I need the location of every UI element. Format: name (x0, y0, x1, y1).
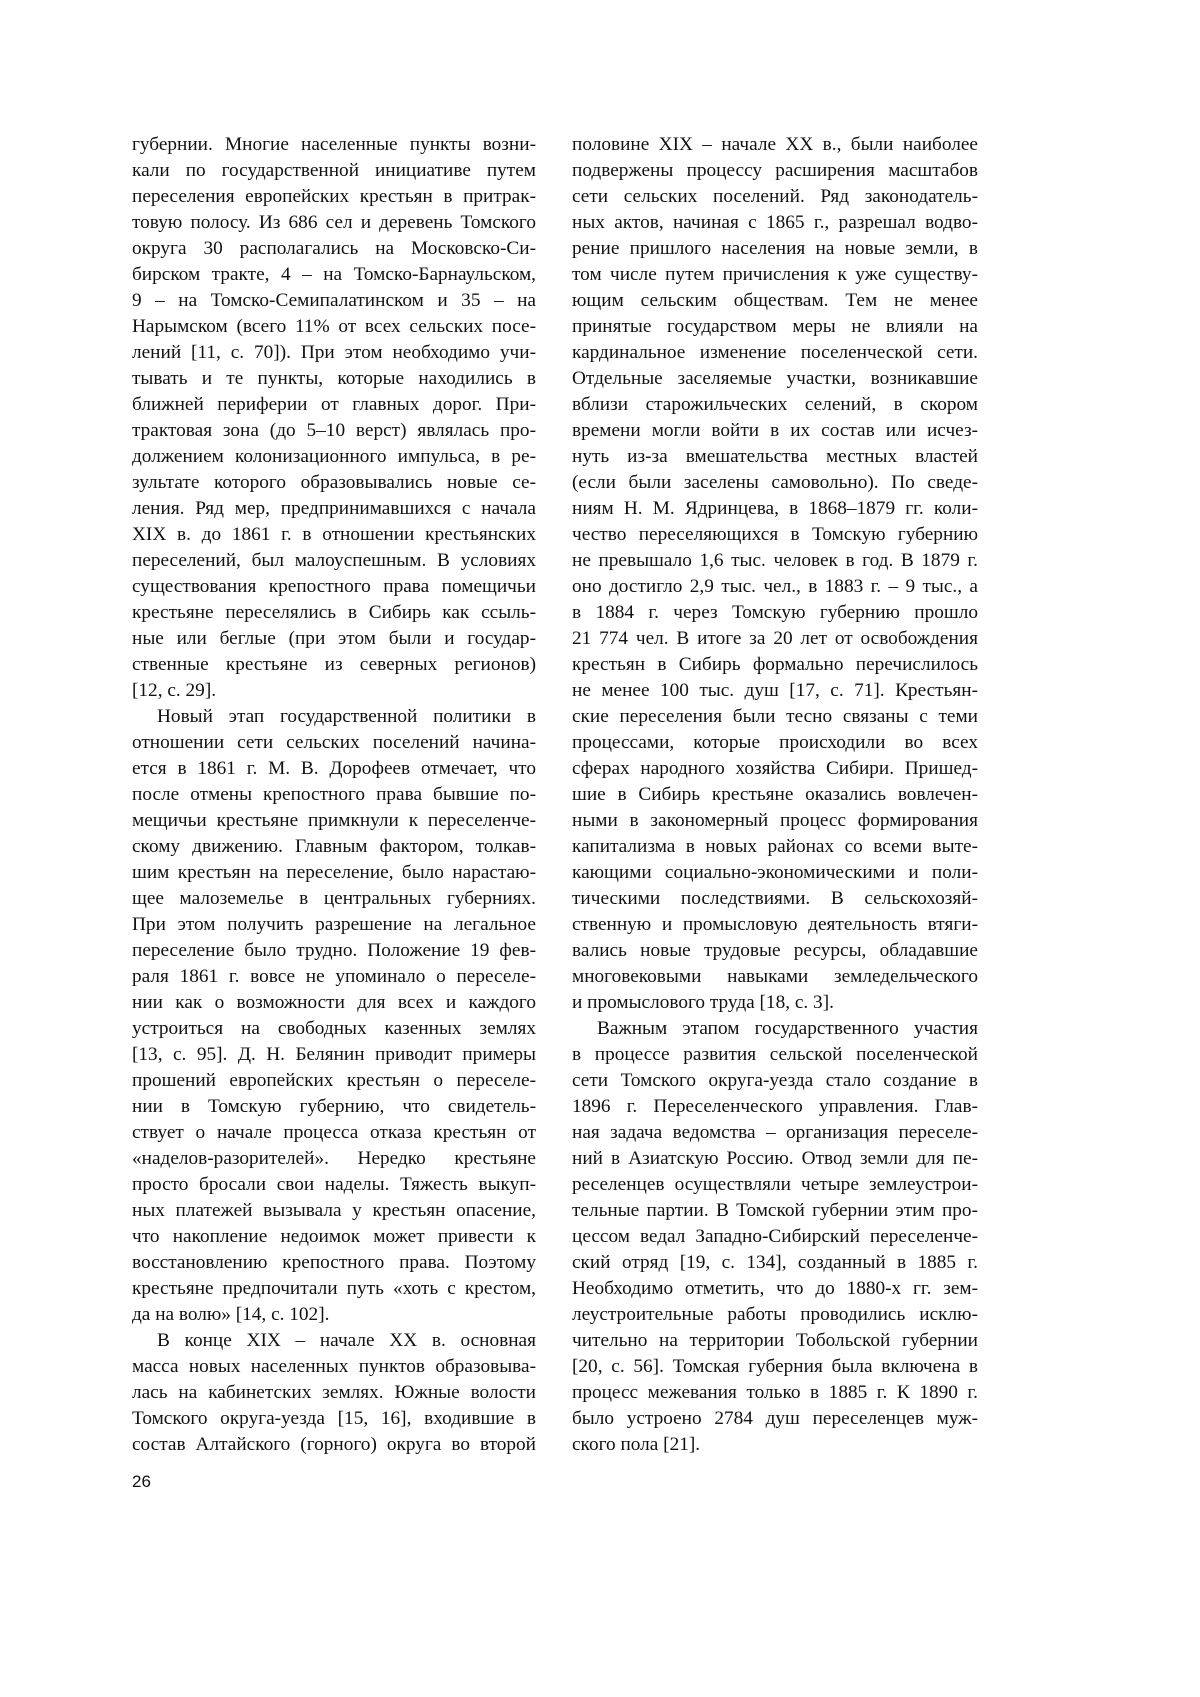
text-line: XIX в. до 1861 г. в отношении крестьянских (132, 522, 536, 548)
text-line: крестьяне предпочитали путь «хоть с крестом, (132, 1276, 536, 1302)
text-line: шие в Сибирь крестьяне оказались вовлечен- (572, 782, 978, 808)
text-line: ближней периферии от главных дорог. При- (132, 392, 536, 418)
text-line: переселение было трудно. Положение 19 фев- (132, 938, 536, 964)
text-line: Необходимо отметить, что до 1880-х гг. зем- (572, 1276, 978, 1302)
text-line: Отдельные заселяемые участки, возникавшие (572, 366, 978, 392)
page-number: 26 (132, 1472, 151, 1492)
text-line: скому движению. Главным фактором, толкав- (132, 834, 536, 860)
text-column-right (572, 132, 978, 1458)
text-line: кающими социально-экономическими и поли- (572, 860, 978, 886)
text-line: трактовая зона (до 5–10 верст) являлась про- (132, 418, 536, 444)
text-line: масса новых населенных пунктов образовыва- (132, 1354, 536, 1380)
text-line: состав Алтайского (горного) округа во второй (132, 1432, 536, 1458)
text-line: Томского округа-уезда [15, 16], входившие в (132, 1406, 536, 1432)
text-line: сети сельских поселений. Ряд законодатель- (572, 184, 978, 210)
paragraph (572, 1016, 978, 1458)
text-line: в 1884 г. через Томскую губернию прошло (572, 600, 978, 626)
text-line: многовековыми навыками земледельческого (572, 964, 978, 990)
text-line: процессами, которые происходили во всех (572, 730, 978, 756)
text-line: ется в 1861 г. М. В. Дорофеев отмечает, что (132, 756, 536, 782)
text-line: вблизи старожильческих селений, в скором (572, 392, 978, 418)
text-line: (если были заселены самовольно). По сведе- (572, 470, 978, 496)
text-line: тельные партии. В Томской губернии этим про- (572, 1198, 978, 1224)
text-line: Важным этапом государственного участия (572, 1016, 978, 1042)
text-line: отношении сети сельских поселений начина- (132, 730, 536, 756)
text-line: раля 1861 г. вовсе не упоминало о переселе- (132, 964, 536, 990)
text-line: [13, с. 95]. Д. Н. Белянин приводит примеры (132, 1042, 536, 1068)
text-line: после отмены крепостного права бывшие по- (132, 782, 536, 808)
text-line: нии в Томскую губернию, что свидетель- (132, 1094, 536, 1120)
text-line: времени могли войти в их состав или исчез- (572, 418, 978, 444)
text-line: прошений европейских крестьян о переселе- (132, 1068, 536, 1094)
text-line: ственную и промысловую деятельность втяги- (572, 912, 978, 938)
text-line: мещичьи крестьяне примкнули к переселенче- (132, 808, 536, 834)
text-line: не превышало 1,6 тыс. человек в год. В 1879 г. (572, 548, 978, 574)
text-line: лась на кабинетских землях. Южные волости (132, 1380, 536, 1406)
text-line: сети Томского округа-уезда стало создание в (572, 1068, 978, 1094)
text-line: восстановлению крепостного права. Поэтому (132, 1250, 536, 1276)
text-line: тывать и те пункты, которые находились в (132, 366, 536, 392)
paragraph (132, 704, 536, 1328)
text-line: зультате которого образовывались новые се- (132, 470, 536, 496)
text-line: должением колонизационного импульса, в ре- (132, 444, 536, 470)
text-line: принятые государством меры не влияли на (572, 314, 978, 340)
text-line: чительно на территории Тобольской губернии (572, 1328, 978, 1354)
text-column-left (132, 132, 536, 1458)
text-line: и промыслового труда [18, с. 3]. (572, 990, 978, 1016)
text-line: леустроительные работы проводились исклю- (572, 1302, 978, 1328)
text-line: ский отряд [19, с. 134], созданный в 1885 г. (572, 1250, 978, 1276)
text-line: что накопление недоимок может привести к (132, 1224, 536, 1250)
text-line: нии как о возможности для всех и каждого (132, 990, 536, 1016)
text-line: в процессе развития сельской поселенческой (572, 1042, 978, 1068)
text-line: подвержены процессу расширения масштабов (572, 158, 978, 184)
text-line: ниям Н. М. Ядринцева, в 1868–1879 гг. коли- (572, 496, 978, 522)
text-line: просто бросали свои наделы. Тяжесть выкуп- (132, 1172, 536, 1198)
text-line: процесс межевания только в 1885 г. К 1890 г. (572, 1380, 978, 1406)
text-line: реселенцев осуществляли четыре землеустрои- (572, 1172, 978, 1198)
text-line: ными в закономерный процесс формирования (572, 808, 978, 834)
text-line: чество переселяющихся в Томскую губернию (572, 522, 978, 548)
text-line: ные или беглые (при этом были и государ- (132, 626, 536, 652)
text-line: нуть из-за вмешательства местных властей (572, 444, 978, 470)
text-line: вались новые трудовые ресурсы, обладавшие (572, 938, 978, 964)
text-line: щее малоземелье в центральных губерниях. (132, 886, 536, 912)
text-line: ная задача ведомства – организация переселе- (572, 1120, 978, 1146)
text-line: половине XIX – начале XX в., были наиболее (572, 132, 978, 158)
text-line: ственные крестьяне из северных регионов) (132, 652, 536, 678)
paragraph (132, 1328, 536, 1458)
text-line: ского пола [21]. (572, 1432, 978, 1458)
text-line: лений [11, с. 70]). При этом необходимо учи- (132, 340, 536, 366)
text-line: капитализма в новых районах со всеми выте- (572, 834, 978, 860)
text-line: Нарымском (всего 11% от всех сельских посе- (132, 314, 536, 340)
text-line: переселений, был малоуспешным. В условиях (132, 548, 536, 574)
text-line: крестьяне переселялись в Сибирь как ссыль- (132, 600, 536, 626)
text-line: да на волю» [14, с. 102]. (132, 1302, 536, 1328)
text-line: крестьян в Сибирь формально перечислилось (572, 652, 978, 678)
text-line: В конце XIX – начале XX в. основная (132, 1328, 536, 1354)
text-line: шим крестьян на переселение, было нарастаю- (132, 860, 536, 886)
text-line: устроиться на свободных казенных землях (132, 1016, 536, 1042)
text-line: существования крепостного права помещичьи (132, 574, 536, 600)
text-line: рение пришлого населения на новые земли, в (572, 236, 978, 262)
text-line: ствует о начале процесса отказа крестьян от (132, 1120, 536, 1146)
text-line: том числе путем причисления к уже существу- (572, 262, 978, 288)
text-line: тическими последствиями. В сельскохозяй- (572, 886, 978, 912)
text-line: оно достигло 2,9 тыс. чел., в 1883 г. – 9 тыс., а (572, 574, 978, 600)
text-line: не менее 100 тыс. душ [17, с. 71]. Крестьян- (572, 678, 978, 704)
text-line: ющим сельским обществам. Тем не менее (572, 288, 978, 314)
text-line: переселения европейских крестьян в притрак- (132, 184, 536, 210)
text-line: сферах народного хозяйства Сибири. Пришед- (572, 756, 978, 782)
text-line: цессом ведал Западно-Сибирский переселенче- (572, 1224, 978, 1250)
text-line: ных актов, начиная с 1865 г., разрешал водво- (572, 210, 978, 236)
text-line: 9 – на Томско-Семипалатинском и 35 – на (132, 288, 536, 314)
text-line: товую полосу. Из 686 сел и деревень Томского (132, 210, 536, 236)
text-line: кали по государственной инициативе путем (132, 158, 536, 184)
text-line: ские переселения были тесно связаны с теми (572, 704, 978, 730)
text-line: было устроено 2784 душ переселенцев муж- (572, 1406, 978, 1432)
text-line: 1896 г. Переселенческого управления. Глав- (572, 1094, 978, 1120)
text-line: ных платежей вызывала у крестьян опасение, (132, 1198, 536, 1224)
text-line: кардинальное изменение поселенческой сети. (572, 340, 978, 366)
text-line: При этом получить разрешение на легальное (132, 912, 536, 938)
text-line: округа 30 располагались на Московско-Си- (132, 236, 536, 262)
text-line: ний в Азиатскую Россию. Отвод земли для пе- (572, 1146, 978, 1172)
text-line: [12, с. 29]. (132, 678, 536, 704)
text-line: «наделов-разорителей». Нередко крестьяне (132, 1146, 536, 1172)
paragraph (132, 132, 536, 704)
text-line: бирском тракте, 4 – на Томско-Барнаульском, (132, 262, 536, 288)
text-line: [20, с. 56]. Томская губерния была включена в (572, 1354, 978, 1380)
text-line: губернии. Многие населенные пункты возни- (132, 132, 536, 158)
text-line: ления. Ряд мер, предпринимавшихся с начала (132, 496, 536, 522)
text-line: 21 774 чел. В итоге за 20 лет от освобождения (572, 626, 978, 652)
paragraph (572, 132, 978, 1016)
text-line: Новый этап государственной политики в (132, 704, 536, 730)
